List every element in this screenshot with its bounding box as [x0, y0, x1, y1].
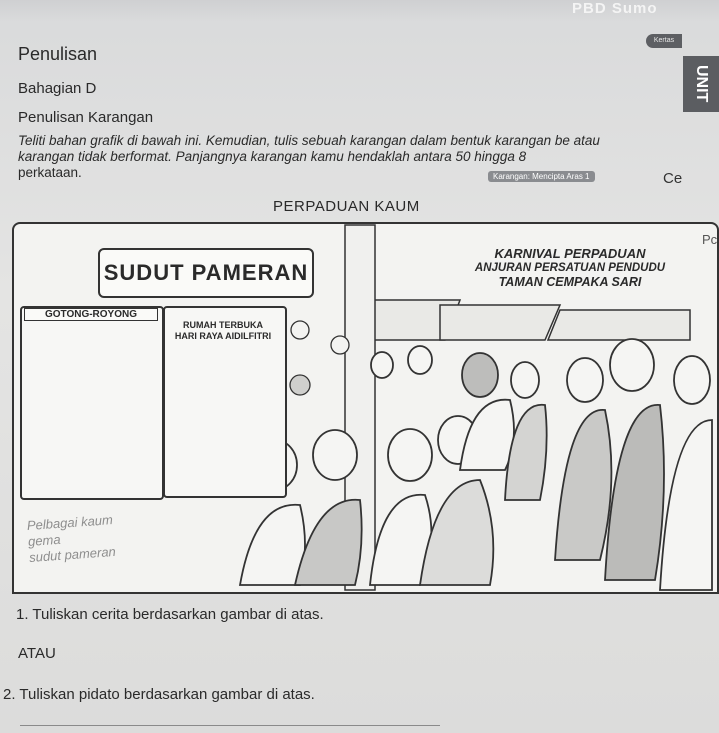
section-title: Penulisan: [18, 44, 98, 64]
answer-line[interactable]: [20, 725, 440, 726]
brand-corner: PBD Sumo: [572, 0, 658, 17]
picture-title: PERPADUAN KAUM: [273, 198, 420, 215]
side-note-ce: Ce: [663, 170, 683, 187]
panel-rumah-terbuka-label: [170, 320, 276, 342]
instruction-tail: perkataan.: [18, 165, 82, 180]
question-1: 1. Tuliskan cerita berdasarkan gambar di atas.: [16, 606, 324, 623]
sign-karnival: [455, 247, 685, 289]
instruction-body: Teliti bahan grafik di bawah ini. Kemudian, tulis sebuah karangan dalam bentuk karangan be atau karangan tidak berformat. Panjangnya karangan kamu hendaklah antara 50 hingga 8: [18, 133, 600, 164]
sign-karnival-line2: ANJURAN PERSATUAN PENDUDU: [474, 262, 666, 274]
figures-crowd: [240, 339, 712, 590]
handwriting-line2: gema: [27, 531, 62, 550]
sign-karnival-line3: TAMAN CEMPAKA SARI: [498, 275, 642, 289]
panel-rumah-line1: RUMAH TERBUKA: [183, 320, 263, 330]
sign-karnival-line1: KARNIVAL PERPADUAN: [494, 246, 646, 261]
question-or: ATAU: [18, 645, 56, 662]
section-part: Bahagian D: [18, 80, 97, 97]
handwriting-line3: sudut pameran: [28, 543, 117, 565]
unit-tab: UNIT: [683, 56, 719, 112]
panel-rumah-line2: HARI RAYA AIDILFITRI: [174, 331, 272, 341]
handwriting-line1: Pelbagai kaum: [26, 512, 114, 534]
corner-tag: Kertas: [646, 34, 682, 48]
section-subtitle: Penulisan Karangan: [18, 109, 154, 126]
question-2: 2. Tuliskan pidato berdasarkan gambar di atas.: [3, 686, 315, 703]
side-note-pc: Pc: [702, 232, 718, 247]
sign-sudut-pameran: SUDUT PAMERAN: [98, 248, 314, 298]
rubric-tag: Karangan: Mencipta Aras 1: [488, 171, 595, 182]
handwritten-notes: [26, 512, 116, 566]
panel-gotong-royong-label: GOTONG-ROYONG: [24, 308, 158, 321]
panel-gotong-royong: [20, 306, 164, 500]
